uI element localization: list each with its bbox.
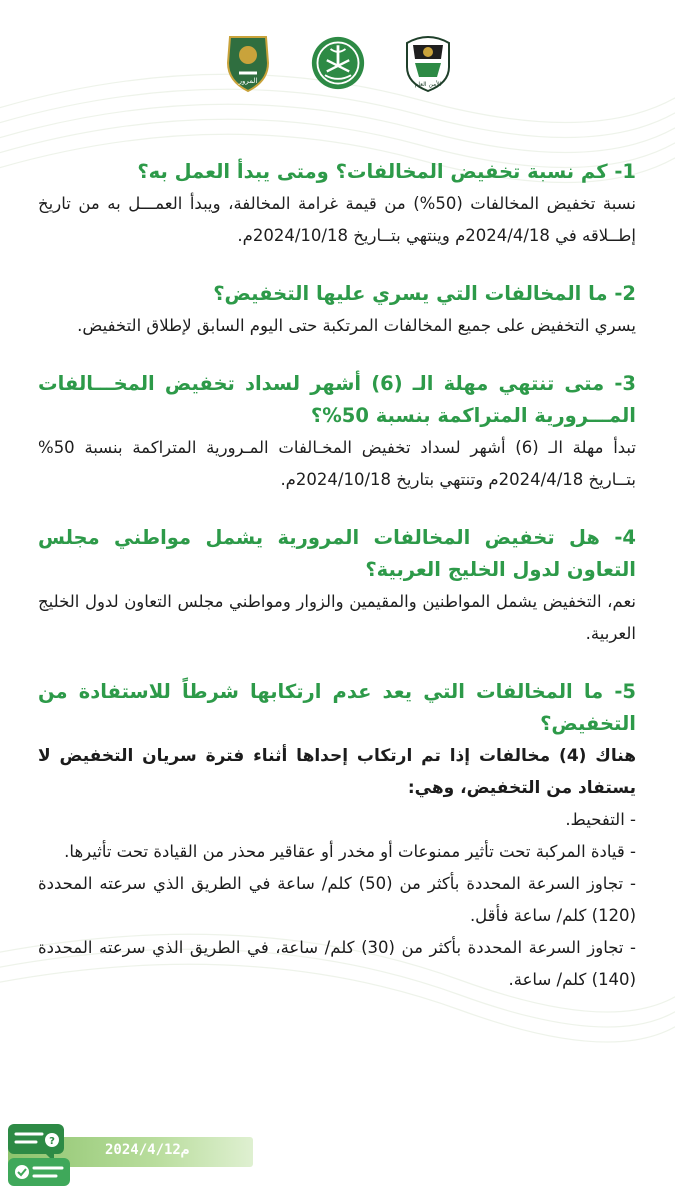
chat-bubbles-icon (6, 1122, 76, 1192)
ministry-of-interior-emblem (310, 32, 366, 94)
answer-3: تبدأ مهلة الـ (6) أشهر لسداد تخفيض المخـالفات المـرورية المتراكمة بنسبة 50% بتــاريخ 2024/4/18م وتنتهي بتاريخ 2024/10/18م. (38, 438, 637, 489)
faq-item-2 (38, 278, 636, 342)
faq-item-4 (38, 522, 636, 650)
header-logos (0, 28, 675, 98)
faq-item-5 (38, 676, 636, 996)
faq-content (38, 156, 636, 1022)
answer-1: نسبة تخفيض المخالفات (50%) من قيمة غرامة المخالفة، ويبدأ العمـــل به من تاريخ إطــلاقه في 2024/4/18م وينتهي بتــاريخ 2024/10/18م. (38, 194, 637, 245)
faq-item-1 (38, 156, 636, 252)
answer-2: يسري التخفيض على جميع المخالفات المرتكبة حتى اليوم السابق لإطلاق التخفيض. (77, 316, 636, 335)
public-security-emblem (400, 32, 456, 94)
question-4: 4- هل تخفيض المخالفات المرورية يشمل مواطني مجلس التعاون لدول الخليج العربية؟ (38, 526, 636, 581)
traffic-logo-text: المرور (238, 77, 257, 85)
list-item: - قيادة المركبة تحت تأثير ممنوعات أو مخدر أو عقاقير محذر من القيادة تحت تأثيرها. (64, 842, 636, 861)
footer-date: 2024/4/12م (105, 1142, 190, 1158)
svg-text:?: ? (49, 1136, 55, 1147)
public-security-logo-text: الأمن العام (414, 81, 441, 88)
list-item: - تجاوز السرعة المحددة بأكثر من (50) كلم/ ساعة في الطريق الذي سرعته المحددة (120) كلم/ ساعة فأقل. (38, 874, 636, 925)
question-2: 2- ما المخالفات التي يسري عليها التخفيض؟ (213, 282, 636, 305)
traffic-police-emblem (220, 32, 276, 94)
faq-item-3 (38, 368, 636, 496)
question-1: 1- كم نسبة تخفيض المخالفات؟ ومتى يبدأ العمل به؟ (137, 160, 636, 183)
answer-4: نعم، التخفيض يشمل المواطنين والمقيمين والزوار ومواطني مجلس التعاون لدول الخليج العربية. (38, 592, 636, 643)
question-3: 3- متى تنتهي مهلة الـ (6) أشهر لسداد تخفيض المخـــالفات المـــرورية المتراكمة بنسبة 50%؟ (38, 372, 636, 427)
answer-5-lead: هناك (4) مخالفات إذا تم ارتكاب إحداها أثناء فترة سريان التخفيض لا يستفاد من التخفيض، وهي: (38, 746, 636, 798)
list-item: - التفحيط. (565, 810, 636, 829)
list-item: - تجاوز السرعة المحددة بأكثر من (30) كلم/ ساعة، في الطريق الذي سرعته المحددة (140) كلم/ ساعة. (38, 938, 636, 989)
question-5: 5- ما المخالفات التي يعد عدم ارتكابها شرطاً للاستفادة من التخفيض؟ (38, 680, 636, 735)
